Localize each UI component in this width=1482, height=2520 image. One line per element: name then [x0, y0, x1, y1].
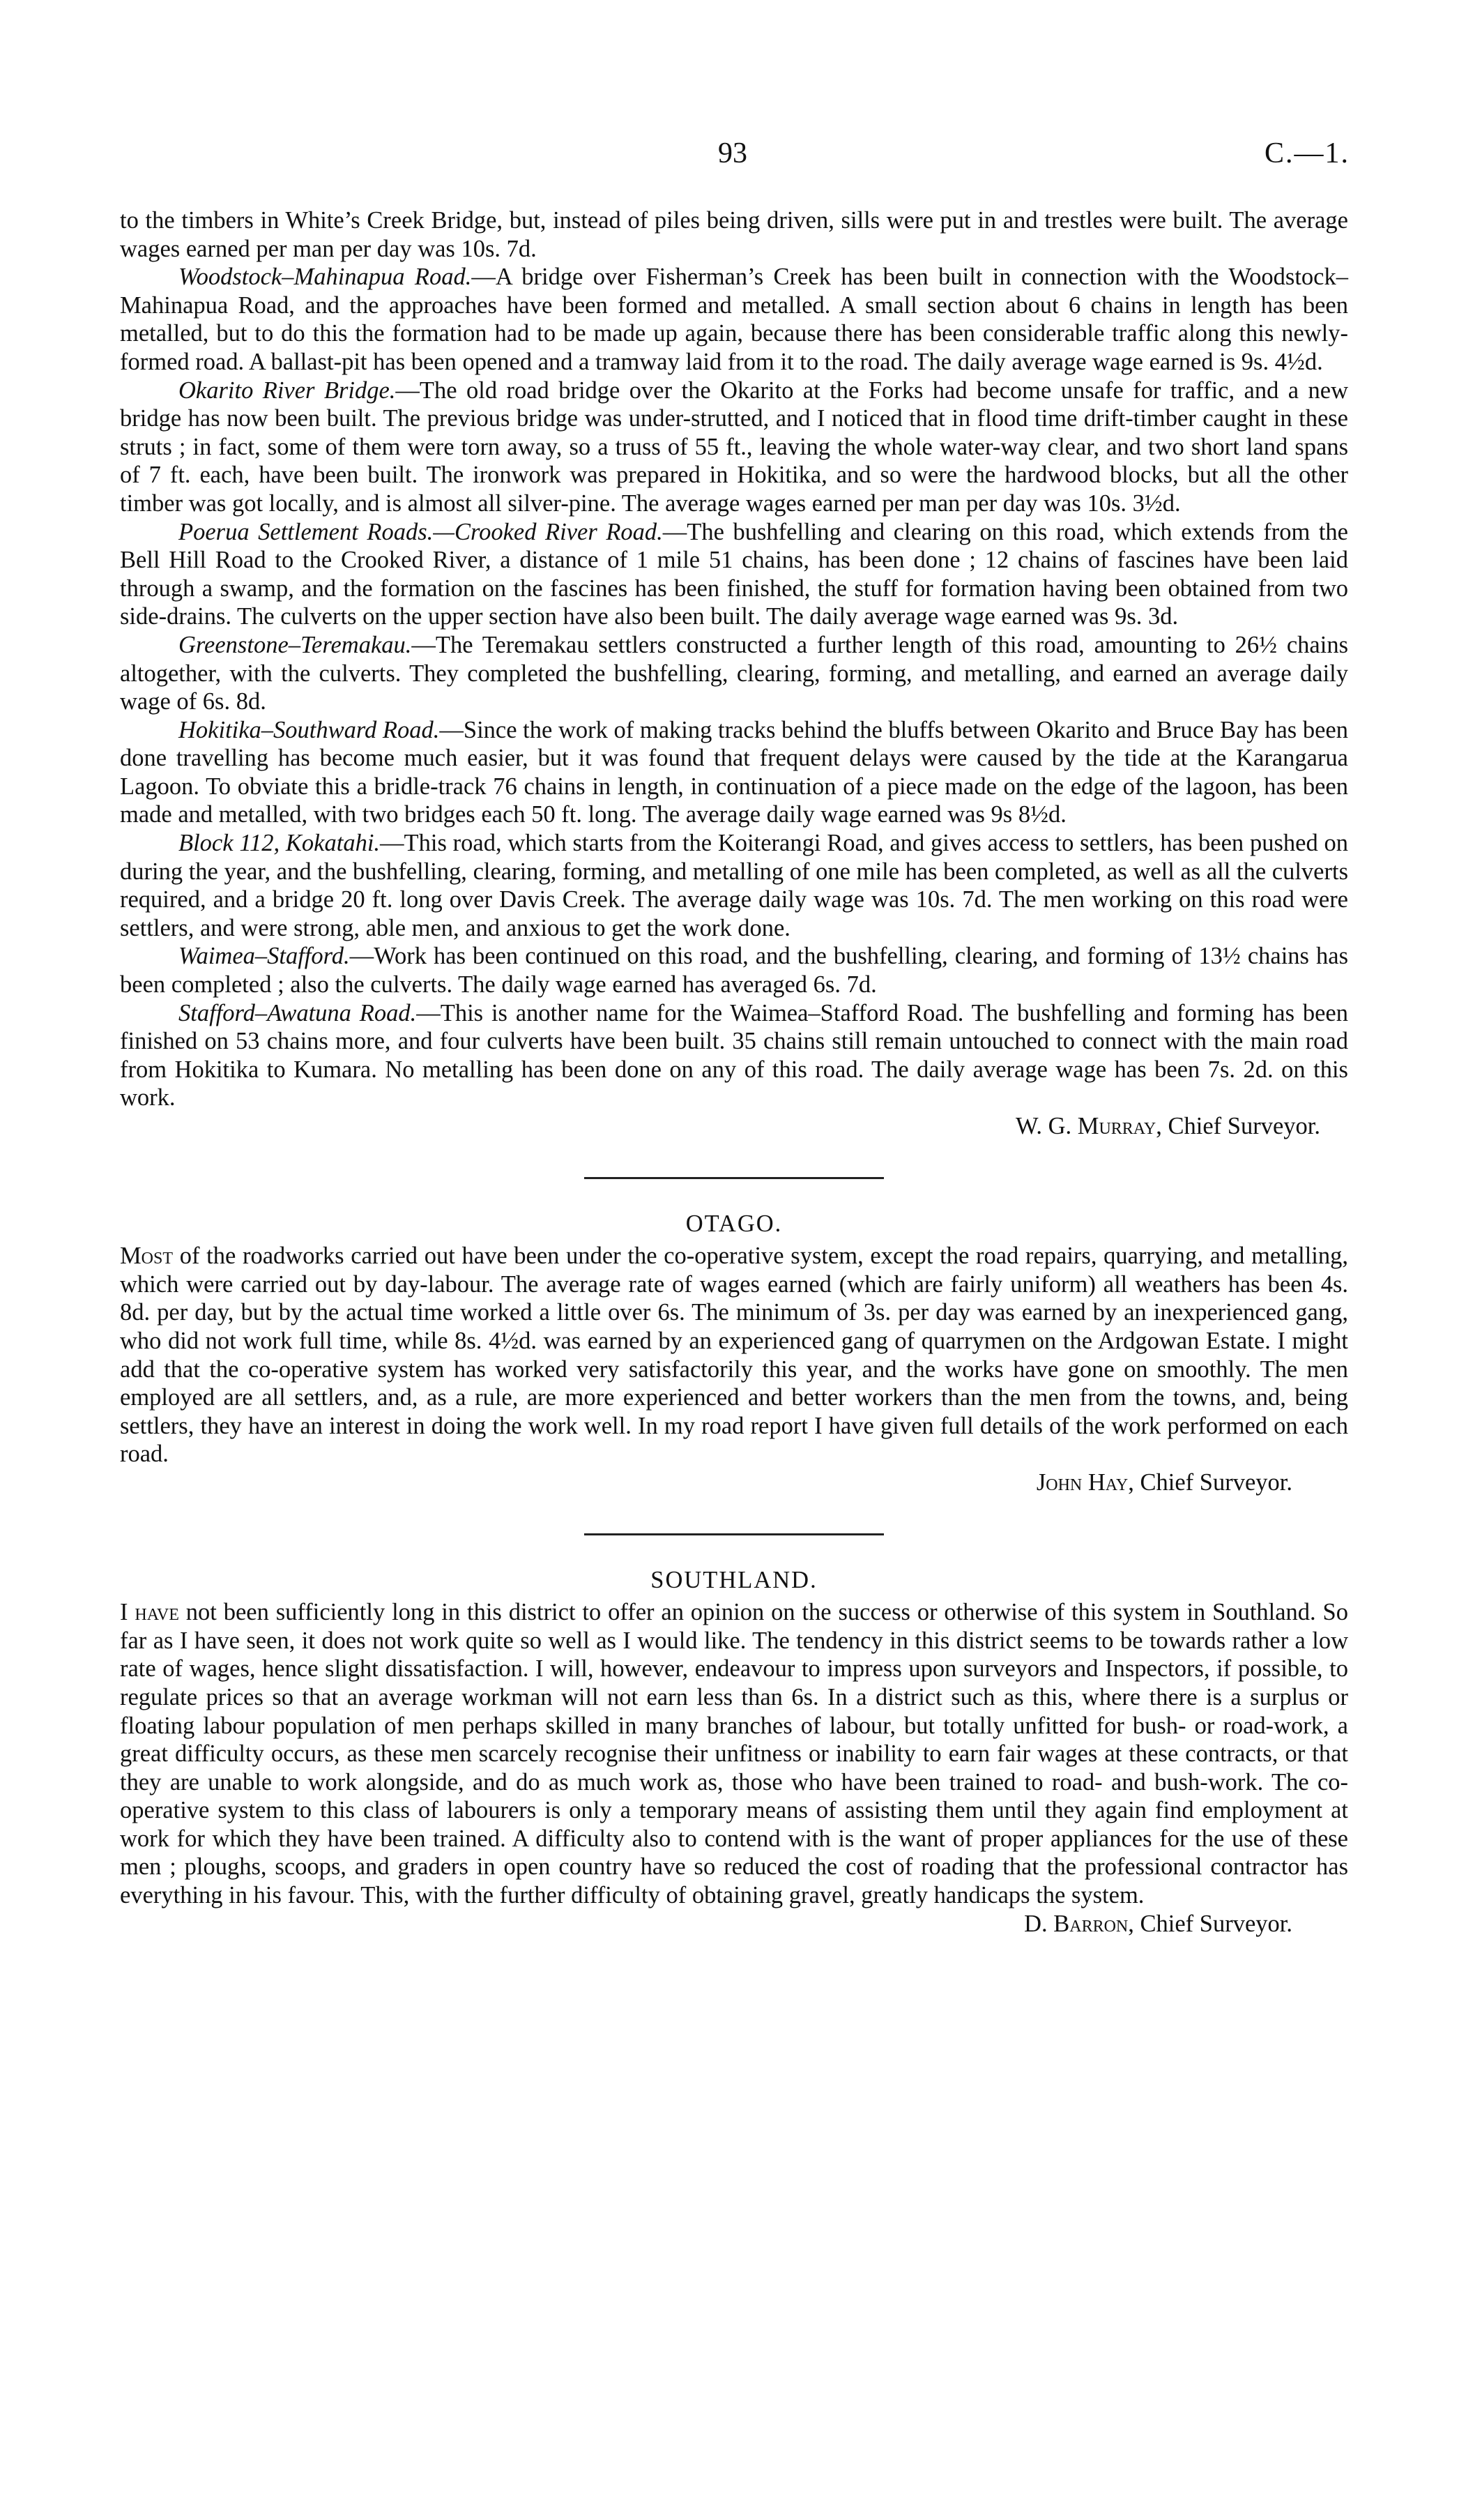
paragraph-waimea-stafford: Waimea–Stafford.—Work has been continued on this road, and the bushfelling, clearing, and forming of 13½ chains has been completed ; also the culverts. The daily wage earned has averaged 6s. 7d. — [120, 943, 1348, 999]
paragraph-title: Waimea–Stafford. — [178, 943, 350, 970]
page-header — [0, 137, 1482, 179]
paragraph-title: Greenstone–Teremakau. — [178, 631, 412, 658]
paragraph-poerua-settlement: Poerua Settlement Roads.—Crooked River Road.—The bushfelling and clearing on this road, which extends from the Bell Hill Road to the Crooked River, a distance of 1 mile 51 chains, has been done ; 12 chains of fascines have been laid through a swamp, and the formation on the fascines has been finished, the stuff for formation having been obtained from two side-drains. The culverts on the upper section have also been built. The daily average wage earned was 9s. 3d. — [120, 518, 1348, 630]
paragraph-title: Okarito River Bridge. — [178, 377, 396, 404]
signature-otago — [120, 1468, 1348, 1497]
paragraph-continuation: to the timbers in White’s Creek Bridge, but, instead of piles being driven, sills were put in and trestles were built. The average wages earned per man per day was 10s. 7d. — [120, 207, 1348, 262]
signature-name: W. G. Murray — [1015, 1113, 1156, 1139]
paragraph-title: Poerua Settlement Roads.—Crooked River Road. — [178, 518, 663, 545]
paragraph-title: Block 112, Kokatahi. — [178, 830, 381, 857]
signature-title: , Chief Surveyor. — [1128, 1468, 1292, 1496]
paragraph-greenstone-teremakau: Greenstone–Teremakau.—The Teremakau settlers constructed a further length of this road, amounting to 26½ chains altogether, with the culverts. They completed the bushfelling, clearing, forming, and metalling, and earned an average daily wage of 6s. 8d. — [120, 631, 1348, 715]
otago-section — [120, 1210, 1348, 1497]
paragraph-woodstock-mahinapua: Woodstock–Mahinapua Road.—A bridge over Fisherman’s Creek has been built in connection with the Woodstock–Mahinapua Road, and the approaches have been formed and metalled. A small section about 6 chains in length has been metalled, but to do this the formation had to be made up again, because there has been considerable traffic along this newly-formed road. A ballast-pit has been opened and a tramway laid from it to the road. The daily average wage earned is 9s. 4½d. — [120, 264, 1348, 375]
paragraph-hokitika-southward: Hokitika–Southward Road.—Since the work of making tracks behind the bluffs between Okarito and Bruce Bay has been done travelling has become much easier, but it was found that frequent delays were caused by the tide at the Karangarua Lagoon. To obviate this a bridle-track 76 chains in length, in continuation of a piece made on the edge of the lagoon, has been made and metalled, with two bridges each 50 ft. long. The average daily wage earned was 9s 8½d. — [120, 716, 1348, 828]
paragraph-block-112-kokatahi: Block 112, Kokatahi.—This road, which starts from the Koiterangi Road, and gives access to settlers, has been pushed on during the year, and the bushfelling, clearing, forming, and metalling of one mile has been completed, as well as all the culverts required, and a bridge 20 ft. long over Davis Creek. The average daily wage was 10s. 7d. The men working on this road were settlers, and were strong, able men, and anxious to get the work done. — [120, 830, 1348, 941]
signature-southland — [120, 1910, 1348, 1938]
section-heading-otago: OTAGO. — [685, 1210, 783, 1237]
signature-name: D. Barron — [1024, 1910, 1129, 1937]
paragraph-otago: Most of the roadworks carried out have been under the co-operative system, except the road repairs, quarrying, and metalling, which were carried out by day-labour. The average rate of wages earned (which are fairly uniform) all weathers has been 4s. 8d. per day, but by the actual time worked a little over 6s. The minimum of 3s. per day was earned by an inexperienced gang, who did not work full time, while 8s. 4½d. was earned by an experienced gang of quarrymen on the Ardgowan Estate. I might add that the co-operative system has worked very satisfactorily this year, and the works have gone on smoothly. The men employed are all settlers, and, as a rule, are more experienced and better workers than the men from the towns, and, being settlers, they have an interest in doing the work well. In my road report I have given full details of the work performed on each road. — [120, 1243, 1348, 1468]
page-number: 93 — [718, 137, 747, 169]
paragraph-southland: I have not been sufficiently long in this district to offer an opinion on the success or otherwise of this system in Southland. So far as I have seen, it does not work quite so well as I would like. The tendency in this district seems to be towards rather a low rate of wages, hence slight dissatisfaction. I will, however, endeavour to impress upon surveyors and Inspectors, if possible, to regulate prices so that an average workman will not earn less than 6s. In a district such as this, where there is a surplus or floating labour population of men perhaps skilled in many branches of labour, but totally unfitted for bush- or road-work, a great difficulty occurs, as these men scarcely recognise their unfitness or inability to earn fair wages at these contracts, or that they are unable to work alongside, and do as much work as, those who have been trained to road- and bush-work. The co-operative system to this class of labourers is only a temporary means of assisting them until they again find employment at work for which they have been trained. A difficulty also to contend with is the want of proper appliances for the use of these men ; ploughs, scoops, and graders in open country have so reduced the cost of roading that the professional contractor has everything in his favour. This, with the further difficulty of obtaining gravel, greatly handicaps the system. — [120, 1599, 1348, 1909]
signature-name: John Hay — [1036, 1468, 1129, 1496]
page-body — [120, 206, 1348, 1938]
paragraph-title: Stafford–Awatuna Road. — [178, 999, 417, 1026]
paragraph-stafford-awatuna: Stafford–Awatuna Road.—This is another name for the Waimea–Stafford Road. The bushfelling and forming has been finished on 53 chains more, and four culverts have been built. 35 chains still remain untouched to connect with the main road from Hokitika to Kumara. No metalling has been done on any of this road. The daily average wage has been 7s. 2d. on this work. — [120, 999, 1348, 1111]
document-reference: C.—1. — [1264, 137, 1350, 169]
signature-title: , Chief Surveyor. — [1128, 1910, 1292, 1937]
signature-title: , Chief Surveyor. — [1156, 1113, 1320, 1139]
southland-section — [120, 1566, 1348, 1938]
paragraph-title: Hokitika–Southward Road. — [178, 716, 440, 743]
westland-section — [120, 206, 1348, 1141]
lead-word: Most — [120, 1243, 174, 1270]
lead-word: I have — [120, 1599, 179, 1626]
section-heading-southland: SOUTHLAND. — [650, 1566, 818, 1593]
signature-westland — [120, 1112, 1348, 1141]
paragraph-title: Woodstock–Mahinapua Road. — [178, 264, 472, 291]
paragraph-okarito-river-bridge: Okarito River Bridge.—The old road bridge over the Okarito at the Forks had become unsafe for traffic, and a new bridge has now been built. The previous bridge was under-strutted, and I noticed that in flood time drift-timber caught in these struts ; in fact, some of them were torn away, so a truss of 55 ft., leaving the whole water-way clear, and two short land spans of 7 ft. each, have been built. The ironwork was prepared in Hokitika, and so were the hardwood blocks, but all the other timber was got locally, and is almost all silver-pine. The average wages earned per man per day was 10s. 3½d. — [120, 377, 1349, 517]
